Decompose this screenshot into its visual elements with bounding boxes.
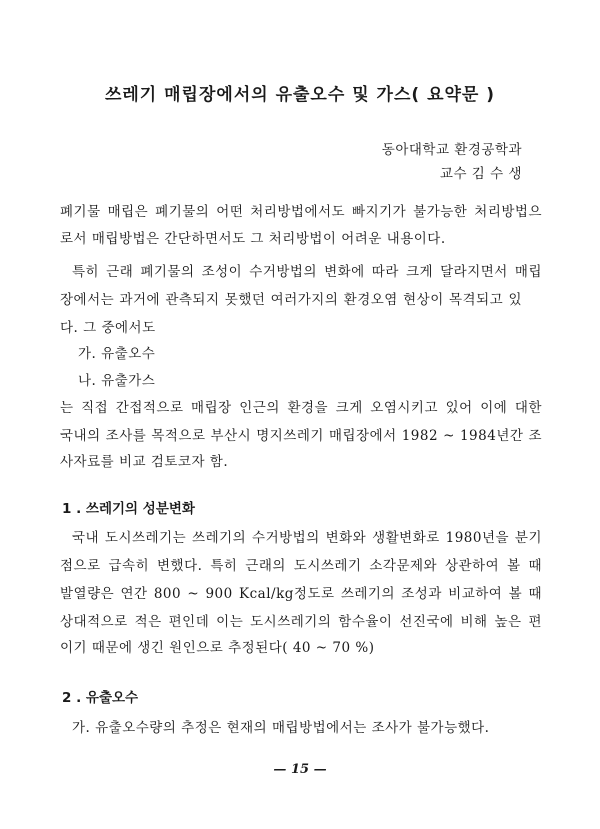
intro-line-1: 폐기물 매립은 폐기물의 어떤 처리방법에서도 빠지기가 불가능한 처리방법으: [60, 204, 542, 220]
section-2-line-1: 가. 유출오수량의 추정은 현재의 매립방법에서는 조사가 불가능했다.: [72, 720, 490, 736]
section-1-line-4: 상대적으로 적은 편인데 이는 도시쓰레기의 함수율이 선진국에 비해 높은 편: [60, 614, 542, 630]
intro-line-4: 장에서는 과거에 관측되지 못했던 여러가지의 환경오염 현상이 목격되고 있: [60, 292, 522, 308]
section-1-line-3: 발열량은 연간 800 ~ 900 Kcal/kg정도로 쓰레기의 조성과 비교하여 볼 때: [60, 586, 542, 602]
section-2-heading: 2 . 유출오수: [62, 690, 139, 706]
intro-line-2: 로서 매립방법은 간단하면서도 그 처리방법이 어려운 내용이다.: [60, 231, 446, 247]
list-item-outflow-water: 가. 유출오수: [78, 346, 156, 362]
document-title: 쓰레기 매립장에서의 유출오수 및 가스( 요약문 ): [104, 85, 496, 105]
list-item-outflow-gas: 나. 유출가스: [78, 373, 156, 389]
author-name: 교수 김 수 생: [439, 166, 522, 182]
after-items-line-1: 는 직접 간접적으로 매립장 인근의 환경을 크게 오염시키고 있어 이에 대한: [60, 400, 542, 416]
section-1-heading: 1 . 쓰레기의 성분변화: [62, 501, 195, 517]
intro-line-5: 다. 그 중에서도: [60, 320, 156, 336]
page-number: — 15 —: [273, 762, 327, 777]
section-1-line-2: 점으로 급속히 변했다. 특히 근래의 도시쓰레기 소각문제와 상관하여 볼 때: [60, 558, 542, 574]
after-items-line-3: 사자료를 비교 검토코자 함.: [60, 454, 229, 470]
intro-line-3: 특히 근래 폐기물의 조성이 수거방법의 변화에 따라 크게 달라지면서 매립: [72, 264, 542, 280]
author-affiliation: 동아대학교 환경공학과: [381, 142, 522, 158]
section-1-line-1: 국내 도시쓰레기는 쓰레기의 수거방법의 변화와 생활변화로 1980년을 분기: [72, 530, 542, 546]
after-items-line-2: 국내의 조사를 목적으로 부산시 명지쓰레기 매립장에서 1982 ~ 1984년간 조: [60, 428, 542, 444]
section-1-line-5: 이기 때문에 생긴 원인으로 추정된다( 40 ~ 70 %): [60, 640, 375, 656]
